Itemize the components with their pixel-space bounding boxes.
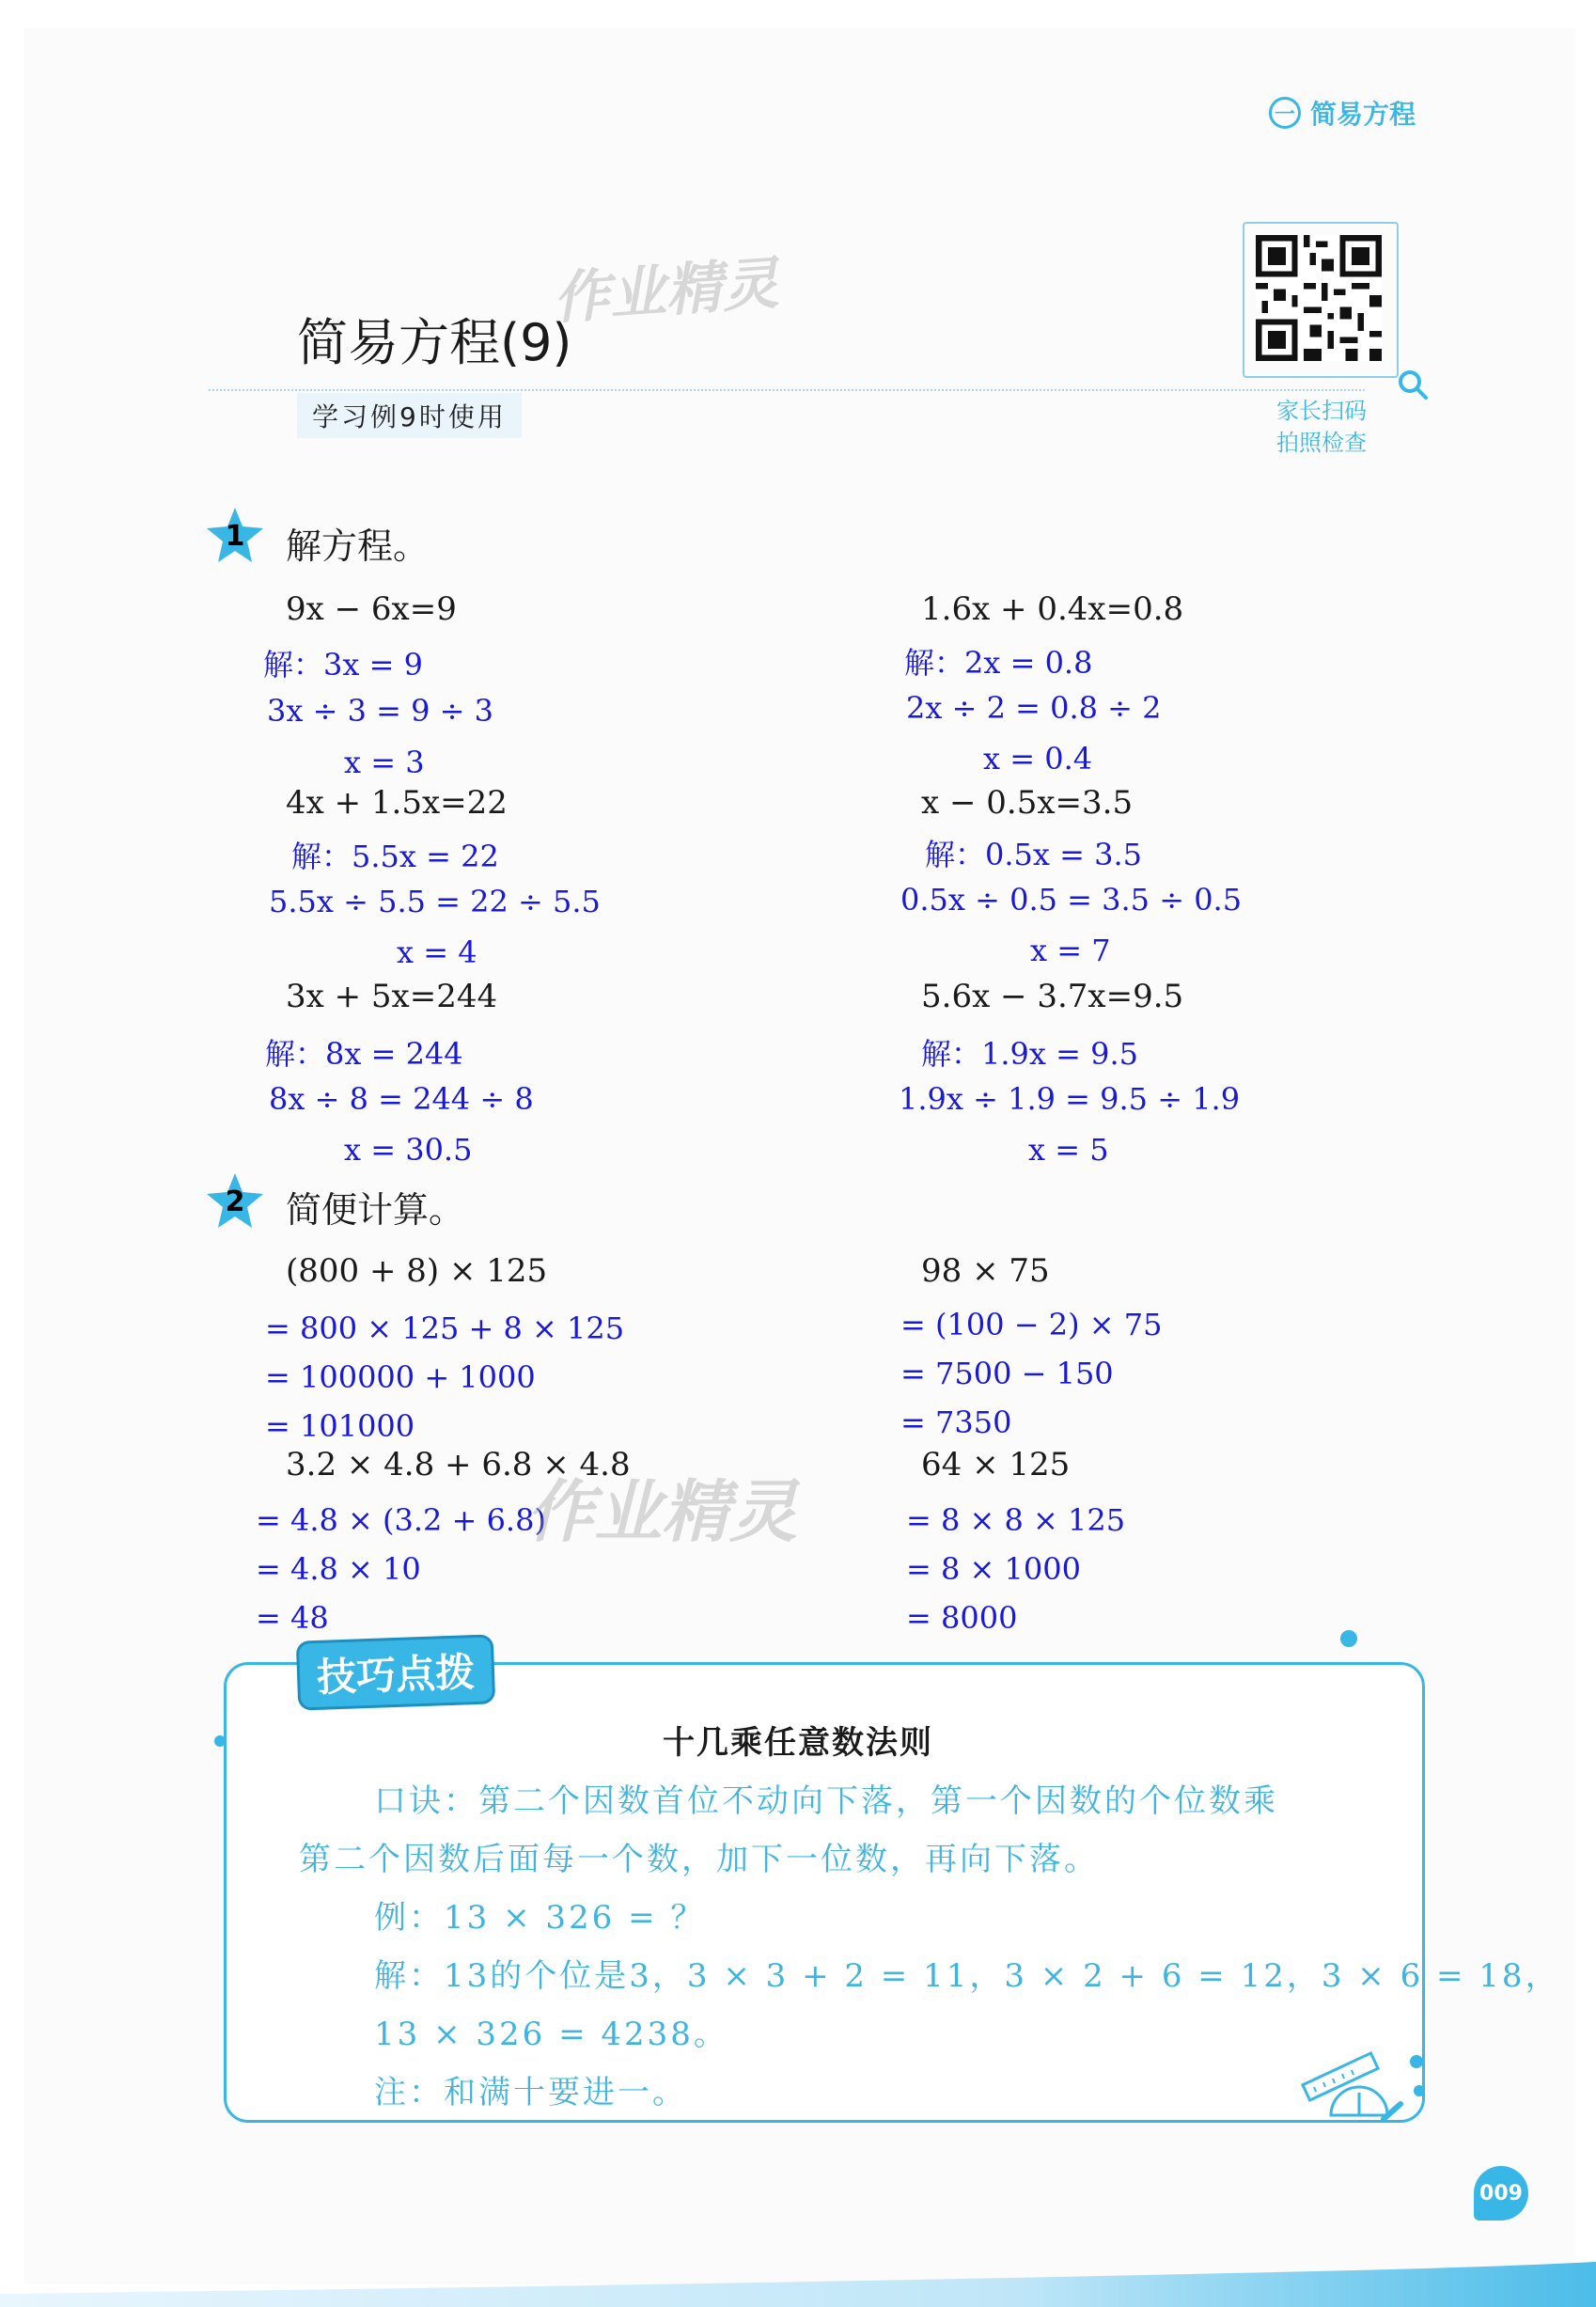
qr-code-icon[interactable]	[1256, 235, 1382, 361]
eq-answer-line: 0.5x ÷ 0.5 = 3.5 ÷ 0.5	[900, 882, 1243, 918]
bottom-wave-decoration	[0, 2219, 1596, 2307]
eq-answer-line: 解：8x = 244	[265, 1036, 463, 1072]
decor-dot	[1414, 2085, 1425, 2096]
calc-problem: 98 × 75	[921, 1252, 1050, 1290]
tip-line: 例：13 × 326 = ？	[374, 1899, 706, 1937]
watermark-middle: 作业精灵	[526, 1472, 798, 1551]
ruler-protractor-icon	[1293, 2049, 1406, 2125]
calc-problem: (800 + 8) × 125	[286, 1252, 548, 1290]
lesson-title: 简易方程(9)	[297, 313, 572, 372]
eq-problem: 3x + 5x=244	[286, 978, 498, 1015]
calc-answer-line: = 4.8 × (3.2 + 6.8)	[256, 1502, 546, 1538]
calc-answer-line: = 7350	[900, 1405, 1012, 1440]
calc-answer-line: = 8000	[906, 1600, 1018, 1636]
section1-star-icon	[205, 506, 265, 566]
eq-answer-line: 1.9x ÷ 1.9 = 9.5 ÷ 1.9	[899, 1081, 1241, 1117]
calc-answer-line: = 4.8 × 10	[256, 1551, 421, 1587]
chapter-chip	[1269, 94, 1416, 132]
tip-line: 解：13的个位是3，3 × 3 + 2 = 11，3 × 2 + 6 = 12，3 × 6 = 18，	[374, 1957, 1560, 1995]
eq-answer-line: 解：0.5x = 3.5	[925, 837, 1142, 872]
eq-answer-line: 解：5.5x = 22	[291, 839, 499, 874]
calc-problem: 3.2 × 4.8 + 6.8 × 4.8	[286, 1446, 631, 1483]
chapter-number: 一	[1269, 97, 1301, 129]
eq-answer-line: 解：2x = 0.8	[904, 645, 1093, 681]
calc-problem: 64 × 125	[921, 1446, 1071, 1483]
calc-answer-line: = 101000	[265, 1408, 415, 1444]
eq-answer-line: 解：3x = 9	[263, 647, 423, 683]
eq-answer-line: 2x ÷ 2 = 0.8 ÷ 2	[906, 690, 1162, 726]
section2-star-icon	[205, 1171, 265, 1232]
eq-answer-line: x = 30.5	[344, 1132, 473, 1168]
section2-number: 2	[225, 1185, 245, 1218]
section2-title: 简便计算。	[286, 1189, 465, 1231]
watermark-top: 作业精灵	[551, 250, 781, 333]
eq-answer-line: 5.5x ÷ 5.5 = 22 ÷ 5.5	[269, 884, 601, 919]
section1-title: 解方程。	[286, 526, 430, 567]
tip-line: 第二个因数后面每一个数，加下一位数，再向下落。	[299, 1841, 1099, 1878]
calc-answer-line: = (100 − 2) × 75	[900, 1307, 1163, 1342]
lesson-subtitle: 学习例9时使用	[297, 393, 522, 438]
decor-dot	[1340, 1630, 1357, 1647]
eq-answer-line: 解：1.9x = 9.5	[921, 1036, 1138, 1072]
tip-line: 口诀：第二个因数首位不动向下落，第一个因数的个位数乘	[374, 1782, 1278, 1820]
calc-answer-line: = 8 × 8 × 125	[906, 1502, 1126, 1538]
calc-answer-line: = 100000 + 1000	[265, 1359, 536, 1395]
eq-answer-line: x = 0.4	[983, 741, 1093, 777]
eq-answer-line: x = 3	[344, 745, 425, 780]
chapter-title: 简易方程	[1310, 99, 1416, 130]
calc-answer-line: = 800 × 125 + 8 × 125	[265, 1310, 625, 1346]
tip-heading: 十几乘任意数法则	[663, 1724, 933, 1762]
search-icon	[1397, 369, 1429, 400]
tip-line: 注：和满十要进一。	[374, 2074, 687, 2111]
eq-problem: 9x − 6x=9	[286, 590, 457, 628]
calc-answer-line: = 8 × 1000	[906, 1551, 1081, 1587]
eq-problem: x − 0.5x=3.5	[921, 784, 1134, 822]
eq-problem: 4x + 1.5x=22	[286, 784, 508, 822]
qr-caption-line2: 拍照检查	[1276, 430, 1367, 456]
eq-answer-line: 3x ÷ 3 = 9 ÷ 3	[267, 693, 493, 729]
page-number: 009	[1474, 2166, 1528, 2221]
calc-answer-line: = 7500 − 150	[900, 1356, 1114, 1391]
decor-dot	[1410, 2055, 1423, 2068]
eq-answer-line: x = 5	[1028, 1132, 1109, 1168]
tip-badge: 技巧点拨	[296, 1634, 495, 1710]
eq-answer-line: x = 4	[397, 934, 477, 970]
calc-answer-line: = 48	[256, 1600, 329, 1636]
eq-answer-line: 8x ÷ 8 = 244 ÷ 8	[269, 1081, 534, 1117]
eq-problem: 1.6x + 0.4x=0.8	[921, 590, 1184, 628]
section1-number: 1	[225, 520, 245, 553]
title-divider	[209, 389, 1365, 391]
qr-caption-line1: 家长扫码	[1276, 398, 1367, 424]
eq-answer-line: x = 7	[1030, 933, 1111, 968]
eq-problem: 5.6x − 3.7x=9.5	[921, 978, 1184, 1015]
qr-caption	[1265, 395, 1378, 459]
tip-line: 13 × 326 = 4238。	[374, 2016, 728, 2053]
